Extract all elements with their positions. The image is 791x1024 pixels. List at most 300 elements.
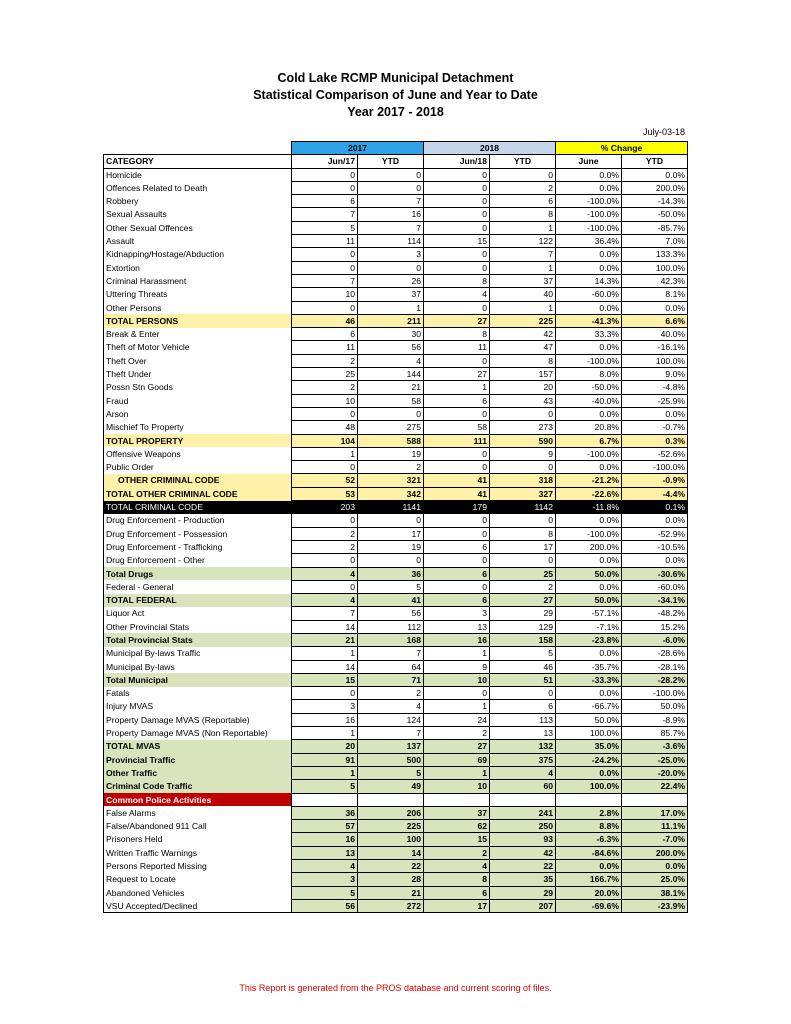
- ytd-change-value: -30.6%: [622, 567, 688, 580]
- ytd2017-value: 36: [358, 567, 424, 580]
- ytd2018-value: 6: [490, 700, 556, 713]
- jun17-value: 0: [292, 248, 358, 261]
- june-change-value: 100.0%: [556, 780, 622, 793]
- june-change-value: -100.0%: [556, 195, 622, 208]
- jun18-value: 9: [424, 660, 490, 673]
- jun17-value: 0: [292, 168, 358, 181]
- ytd2018-value: 5: [490, 647, 556, 660]
- ytd2018-value: 22: [490, 860, 556, 873]
- june-change-value: 0.0%: [556, 341, 622, 354]
- ytd2017-value: 17: [358, 527, 424, 540]
- table-row: [104, 633, 688, 646]
- report-title-block: [0, 70, 791, 121]
- june-change-value: 0.0%: [556, 860, 622, 873]
- table-row: [104, 461, 688, 474]
- june-change-value: -84.6%: [556, 846, 622, 859]
- jun17-value: 11: [292, 341, 358, 354]
- june-change-value: 0.0%: [556, 687, 622, 700]
- row-category-label: Theft Under: [104, 368, 292, 381]
- jun18-value: 1: [424, 766, 490, 779]
- ytd2018-value: 8: [490, 527, 556, 540]
- table-row: [104, 873, 688, 886]
- june-change-value: -33.3%: [556, 673, 622, 686]
- ytd2017-value: 5: [358, 580, 424, 593]
- jun17-value: 0: [292, 181, 358, 194]
- table-row: [104, 820, 688, 833]
- ytd2018-value: 2: [490, 580, 556, 593]
- table-row: [104, 567, 688, 580]
- june-change-value: 0.0%: [556, 647, 622, 660]
- row-category-label: TOTAL PERSONS: [104, 314, 292, 327]
- ytd2017-value: 19: [358, 540, 424, 553]
- ytd2017-value: 0: [358, 514, 424, 527]
- jun18-value: 6: [424, 886, 490, 899]
- ytd2018-value: [490, 793, 556, 806]
- table-row: [104, 647, 688, 660]
- ytd2017-value: 4: [358, 354, 424, 367]
- jun18-value: 24: [424, 713, 490, 726]
- ytd2017-value: 1: [358, 301, 424, 314]
- ytd-change-value: 100.0%: [622, 261, 688, 274]
- jun17-value: 1: [292, 447, 358, 460]
- jun17-value: 0: [292, 580, 358, 593]
- june-change-value: 8.8%: [556, 820, 622, 833]
- jun17-value: 36: [292, 806, 358, 819]
- table-row: [104, 381, 688, 394]
- jun18-value: 27: [424, 368, 490, 381]
- ytd-change-value: 0.0%: [622, 554, 688, 567]
- table-row: [104, 527, 688, 540]
- table-row: [104, 354, 688, 367]
- row-category-label: Offensive Weapons: [104, 447, 292, 460]
- ytd2017-value: 7: [358, 647, 424, 660]
- ytd2018-value: 122: [490, 235, 556, 248]
- june-change-value: 0.0%: [556, 554, 622, 567]
- ytd2018-value: 47: [490, 341, 556, 354]
- row-category-label: Fraud: [104, 394, 292, 407]
- ytd2018-value: 250: [490, 820, 556, 833]
- table-row: [104, 221, 688, 234]
- ytd-change-value: 0.3%: [622, 434, 688, 447]
- ytd2018-value: 207: [490, 899, 556, 912]
- ytd-change-value: -50.0%: [622, 208, 688, 221]
- jun17-value: 21: [292, 633, 358, 646]
- ytd2017-value: 37: [358, 288, 424, 301]
- ytd2018-value: 273: [490, 421, 556, 434]
- june-change-value: -41.3%: [556, 314, 622, 327]
- june-change-value: 0.0%: [556, 301, 622, 314]
- table-row: [104, 235, 688, 248]
- jun18-value: 8: [424, 274, 490, 287]
- ytd2017-value: 56: [358, 341, 424, 354]
- jun18-value: 27: [424, 740, 490, 753]
- table-row: [104, 620, 688, 633]
- ytd2018-value: 20: [490, 381, 556, 394]
- jun17-value: 56: [292, 899, 358, 912]
- ytd-change-value: 200.0%: [622, 181, 688, 194]
- ytd2017-value: 16: [358, 208, 424, 221]
- ytd2018-value: 25: [490, 567, 556, 580]
- ytd-change-value: 133.3%: [622, 248, 688, 261]
- ytd2017-value: 4: [358, 700, 424, 713]
- ytd2017-value: 22: [358, 860, 424, 873]
- jun18-value: 41: [424, 487, 490, 500]
- ytd2017-value: 21: [358, 381, 424, 394]
- ytd2017-value: 7: [358, 195, 424, 208]
- jun18-value: 0: [424, 447, 490, 460]
- ytd2018-value: 0: [490, 554, 556, 567]
- table-row: [104, 833, 688, 846]
- june-change-value: 100.0%: [556, 727, 622, 740]
- ytd2018-value: 43: [490, 394, 556, 407]
- row-category-label: Drug Enforcement - Trafficking: [104, 540, 292, 553]
- ytd2017-value: 206: [358, 806, 424, 819]
- june-change-value: -100.0%: [556, 208, 622, 221]
- june-change-value: 0.0%: [556, 407, 622, 420]
- june-change-value: -57.1%: [556, 607, 622, 620]
- ytd2018-value: 158: [490, 633, 556, 646]
- jun18-value: 15: [424, 235, 490, 248]
- june-change-value: -23.8%: [556, 633, 622, 646]
- june-change-value: -66.7%: [556, 700, 622, 713]
- jun17-value: 14: [292, 620, 358, 633]
- jun18-header: Jun/18: [424, 155, 490, 168]
- jun18-value: 6: [424, 567, 490, 580]
- row-category-label: Drug Enforcement - Other: [104, 554, 292, 567]
- june-change-value: -21.2%: [556, 474, 622, 487]
- row-category-label: Homicide: [104, 168, 292, 181]
- jun17-value: 91: [292, 753, 358, 766]
- ytd-change-value: -28.6%: [622, 647, 688, 660]
- jun18-value: 17: [424, 899, 490, 912]
- row-category-label: Total Provincial Stats: [104, 633, 292, 646]
- jun17-value: 13: [292, 846, 358, 859]
- ytd-change-value: -100.0%: [622, 461, 688, 474]
- jun17-value: 1: [292, 647, 358, 660]
- ytd2018-value: 29: [490, 886, 556, 899]
- june-change-value: -100.0%: [556, 447, 622, 460]
- table-row: [104, 540, 688, 553]
- ytd-change-value: 17.0%: [622, 806, 688, 819]
- table-row: [104, 407, 688, 420]
- jun18-value: 1: [424, 647, 490, 660]
- ytd-change-value: -28.1%: [622, 660, 688, 673]
- jun17-value: 14: [292, 660, 358, 673]
- table-row: [104, 195, 688, 208]
- jun18-value: 0: [424, 168, 490, 181]
- ytd2017-value: 588: [358, 434, 424, 447]
- table-row: [104, 806, 688, 819]
- jun18-value: 41: [424, 474, 490, 487]
- row-category-label: Other Traffic: [104, 766, 292, 779]
- row-category-label: TOTAL OTHER CRIMINAL CODE: [104, 487, 292, 500]
- ytd-change-value: -52.9%: [622, 527, 688, 540]
- jun17-value: 10: [292, 394, 358, 407]
- row-category-label: Break & Enter: [104, 328, 292, 341]
- row-category-label: Federal - General: [104, 580, 292, 593]
- ytd2017-value: 71: [358, 673, 424, 686]
- ytd2018-value: 8: [490, 208, 556, 221]
- june-change-value: -100.0%: [556, 221, 622, 234]
- ytd-change-value: 100.0%: [622, 354, 688, 367]
- ytd2018-value: 318: [490, 474, 556, 487]
- row-category-label: Drug Enforcement - Possession: [104, 527, 292, 540]
- june-change-value: -40.0%: [556, 394, 622, 407]
- table-row: [104, 447, 688, 460]
- table-row: [104, 328, 688, 341]
- ytd2018-value: 327: [490, 487, 556, 500]
- year-2018-header: 2018: [424, 142, 556, 155]
- ytd-change-value: 9.0%: [622, 368, 688, 381]
- row-category-label: Robbery: [104, 195, 292, 208]
- june-change-header: June: [556, 155, 622, 168]
- ytd2017-value: 500: [358, 753, 424, 766]
- june-change-value: -100.0%: [556, 527, 622, 540]
- june-change-value: -100.0%: [556, 354, 622, 367]
- ytd2018-value: 29: [490, 607, 556, 620]
- row-category-label: Total Municipal: [104, 673, 292, 686]
- ytd-change-value: -28.2%: [622, 673, 688, 686]
- ytd-change-value: -6.0%: [622, 633, 688, 646]
- ytd2018-value: 17: [490, 540, 556, 553]
- june-change-value: 0.0%: [556, 580, 622, 593]
- row-category-label: Criminal Code Traffic: [104, 780, 292, 793]
- ytd2018-value: 8: [490, 354, 556, 367]
- ytd2017-value: 41: [358, 594, 424, 607]
- ytd-change-value: -25.0%: [622, 753, 688, 766]
- ytd2017-value: 1141: [358, 501, 424, 514]
- jun18-value: 0: [424, 195, 490, 208]
- ytd-change-value: 50.0%: [622, 700, 688, 713]
- table-row: [104, 208, 688, 221]
- ytd-change-value: 6.6%: [622, 314, 688, 327]
- ytd2018-value: 13: [490, 727, 556, 740]
- jun18-value: 8: [424, 873, 490, 886]
- table-row: [104, 261, 688, 274]
- ytd2018-value: 157: [490, 368, 556, 381]
- jun17-value: 4: [292, 567, 358, 580]
- row-category-label: Liquor Act: [104, 607, 292, 620]
- ytd-change-value: -100.0%: [622, 687, 688, 700]
- table-row: [104, 713, 688, 726]
- jun17-value: 5: [292, 886, 358, 899]
- ytd2017-value: 137: [358, 740, 424, 753]
- report-subtitle: Statistical Comparison of June and Year to Date: [253, 88, 538, 102]
- jun17-value: 11: [292, 235, 358, 248]
- ytd2017-value: 7: [358, 727, 424, 740]
- jun18-value: 0: [424, 261, 490, 274]
- ytd-change-value: 8.1%: [622, 288, 688, 301]
- table-row: [104, 846, 688, 859]
- ytd2018-value: 42: [490, 846, 556, 859]
- ytd2018-value: 9: [490, 447, 556, 460]
- ytd2018-value: 40: [490, 288, 556, 301]
- jun18-value: 58: [424, 421, 490, 434]
- ytd-change-value: 200.0%: [622, 846, 688, 859]
- row-category-label: Public Order: [104, 461, 292, 474]
- june-change-value: 166.7%: [556, 873, 622, 886]
- ytd2018-value: 0: [490, 687, 556, 700]
- ytd2017-value: 7: [358, 221, 424, 234]
- table-row: [104, 314, 688, 327]
- ytd2017-value: 49: [358, 780, 424, 793]
- jun17-value: 16: [292, 833, 358, 846]
- jun18-value: 16: [424, 633, 490, 646]
- ytd2017-value: 100: [358, 833, 424, 846]
- ytd2018-value: 225: [490, 314, 556, 327]
- row-category-label: Fatals: [104, 687, 292, 700]
- june-change-value: 200.0%: [556, 540, 622, 553]
- june-change-value: 14.3%: [556, 274, 622, 287]
- table-row: [104, 554, 688, 567]
- jun17-value: 57: [292, 820, 358, 833]
- ytd-change-value: -20.0%: [622, 766, 688, 779]
- june-change-value: -35.7%: [556, 660, 622, 673]
- ytd-change-value: -14.3%: [622, 195, 688, 208]
- table-row: [104, 248, 688, 261]
- ytd2018-value: 1142: [490, 501, 556, 514]
- ytd2017-value: 168: [358, 633, 424, 646]
- jun18-value: 0: [424, 181, 490, 194]
- row-category-label: Mischief To Property: [104, 421, 292, 434]
- ytd2017-value: 114: [358, 235, 424, 248]
- june-change-value: -22.6%: [556, 487, 622, 500]
- june-change-value: 0.0%: [556, 168, 622, 181]
- ytd-change-value: 15.2%: [622, 620, 688, 633]
- row-category-label: Request to Locate: [104, 873, 292, 886]
- table-row: [104, 368, 688, 381]
- ytd2018-value: 6: [490, 195, 556, 208]
- jun18-value: 0: [424, 208, 490, 221]
- june-change-value: 35.0%: [556, 740, 622, 753]
- jun18-value: 62: [424, 820, 490, 833]
- row-category-label: Persons Reported Missing: [104, 860, 292, 873]
- jun18-value: 3: [424, 607, 490, 620]
- table-row: [104, 181, 688, 194]
- jun18-value: 69: [424, 753, 490, 766]
- ytd2017-value: 58: [358, 394, 424, 407]
- row-category-label: Kidnapping/Hostage/Abduction: [104, 248, 292, 261]
- ytd2017-value: 14: [358, 846, 424, 859]
- jun18-value: 11: [424, 341, 490, 354]
- jun18-value: 37: [424, 806, 490, 819]
- table-row: [104, 700, 688, 713]
- ytd-change-value: -10.5%: [622, 540, 688, 553]
- ytd-change-value: -4.8%: [622, 381, 688, 394]
- jun18-value: 0: [424, 248, 490, 261]
- ytd-change-value: 11.1%: [622, 820, 688, 833]
- table-row: [104, 607, 688, 620]
- jun17-value: 2: [292, 354, 358, 367]
- ytd2017-value: 2: [358, 461, 424, 474]
- jun17-value: 3: [292, 700, 358, 713]
- june-change-value: 50.0%: [556, 713, 622, 726]
- ytd-change-value: -23.9%: [622, 899, 688, 912]
- june-change-value: 0.0%: [556, 461, 622, 474]
- ytd2018-value: 0: [490, 461, 556, 474]
- ytd2018-value: 0: [490, 514, 556, 527]
- ytd-change-value: -7.0%: [622, 833, 688, 846]
- table-row: [104, 660, 688, 673]
- ytd2017-value: 0: [358, 554, 424, 567]
- ytd2017-value: 225: [358, 820, 424, 833]
- report-year-range: Year 2017 - 2018: [347, 105, 444, 119]
- jun18-value: 0: [424, 354, 490, 367]
- ytd2017-value: 2: [358, 687, 424, 700]
- june-change-value: 0.0%: [556, 261, 622, 274]
- ytd2018-value: 129: [490, 620, 556, 633]
- row-category-label: Municipal By-laws Traffic: [104, 647, 292, 660]
- jun17-value: 0: [292, 261, 358, 274]
- ytd-change-value: 25.0%: [622, 873, 688, 886]
- row-category-label: Written Traffic Warnings: [104, 846, 292, 859]
- jun18-value: 0: [424, 527, 490, 540]
- ytd-change-value: 85.7%: [622, 727, 688, 740]
- column-header-row: [104, 155, 688, 168]
- table-row: [104, 753, 688, 766]
- june-change-value: 0.0%: [556, 766, 622, 779]
- ytd-change-header: YTD: [622, 155, 688, 168]
- row-category-label: Property Damage MVAS (Non Reportable): [104, 727, 292, 740]
- jun18-value: 1: [424, 381, 490, 394]
- table-row: [104, 740, 688, 753]
- ytd-change-value: 40.0%: [622, 328, 688, 341]
- jun18-value: 0: [424, 554, 490, 567]
- jun17-value: 2: [292, 527, 358, 540]
- ytd2017-value: 5: [358, 766, 424, 779]
- ytd2018-value: 132: [490, 740, 556, 753]
- ytd2018-value: 7: [490, 248, 556, 261]
- table-row: [104, 168, 688, 181]
- ytd2017-value: 321: [358, 474, 424, 487]
- jun17-value: 0: [292, 301, 358, 314]
- jun18-value: 1: [424, 700, 490, 713]
- ytd2018-value: 113: [490, 713, 556, 726]
- ytd2018-value: 27: [490, 594, 556, 607]
- table-row: [104, 501, 688, 514]
- row-category-label: Uttering Threats: [104, 288, 292, 301]
- ytd2017-value: 144: [358, 368, 424, 381]
- ytd-change-value: -48.2%: [622, 607, 688, 620]
- jun17-value: 46: [292, 314, 358, 327]
- ytd-change-value: -4.4%: [622, 487, 688, 500]
- row-category-label: Municipal By-laws: [104, 660, 292, 673]
- ytd2017-value: 0: [358, 407, 424, 420]
- row-category-label: Common Police Activities: [104, 793, 292, 806]
- jun17-value: 3: [292, 873, 358, 886]
- row-category-label: TOTAL CRIMINAL CODE: [104, 501, 292, 514]
- june-change-value: -6.3%: [556, 833, 622, 846]
- jun17-value: 7: [292, 208, 358, 221]
- row-category-label: Criminal Harassment: [104, 274, 292, 287]
- ytd-change-value: [622, 793, 688, 806]
- jun17-value: 4: [292, 860, 358, 873]
- june-change-value: 0.0%: [556, 248, 622, 261]
- ytd-change-value: -3.6%: [622, 740, 688, 753]
- row-category-label: Possn Stn Goods: [104, 381, 292, 394]
- ytd2017-value: 272: [358, 899, 424, 912]
- june-change-value: -7.1%: [556, 620, 622, 633]
- jun18-value: 0: [424, 221, 490, 234]
- row-category-label: Injury MVAS: [104, 700, 292, 713]
- row-category-label: TOTAL MVAS: [104, 740, 292, 753]
- jun18-value: 27: [424, 314, 490, 327]
- june-change-value: -60.0%: [556, 288, 622, 301]
- ytd2018-value: 241: [490, 806, 556, 819]
- jun18-value: 8: [424, 328, 490, 341]
- jun17-header: Jun/17: [292, 155, 358, 168]
- ytd2017-value: 21: [358, 886, 424, 899]
